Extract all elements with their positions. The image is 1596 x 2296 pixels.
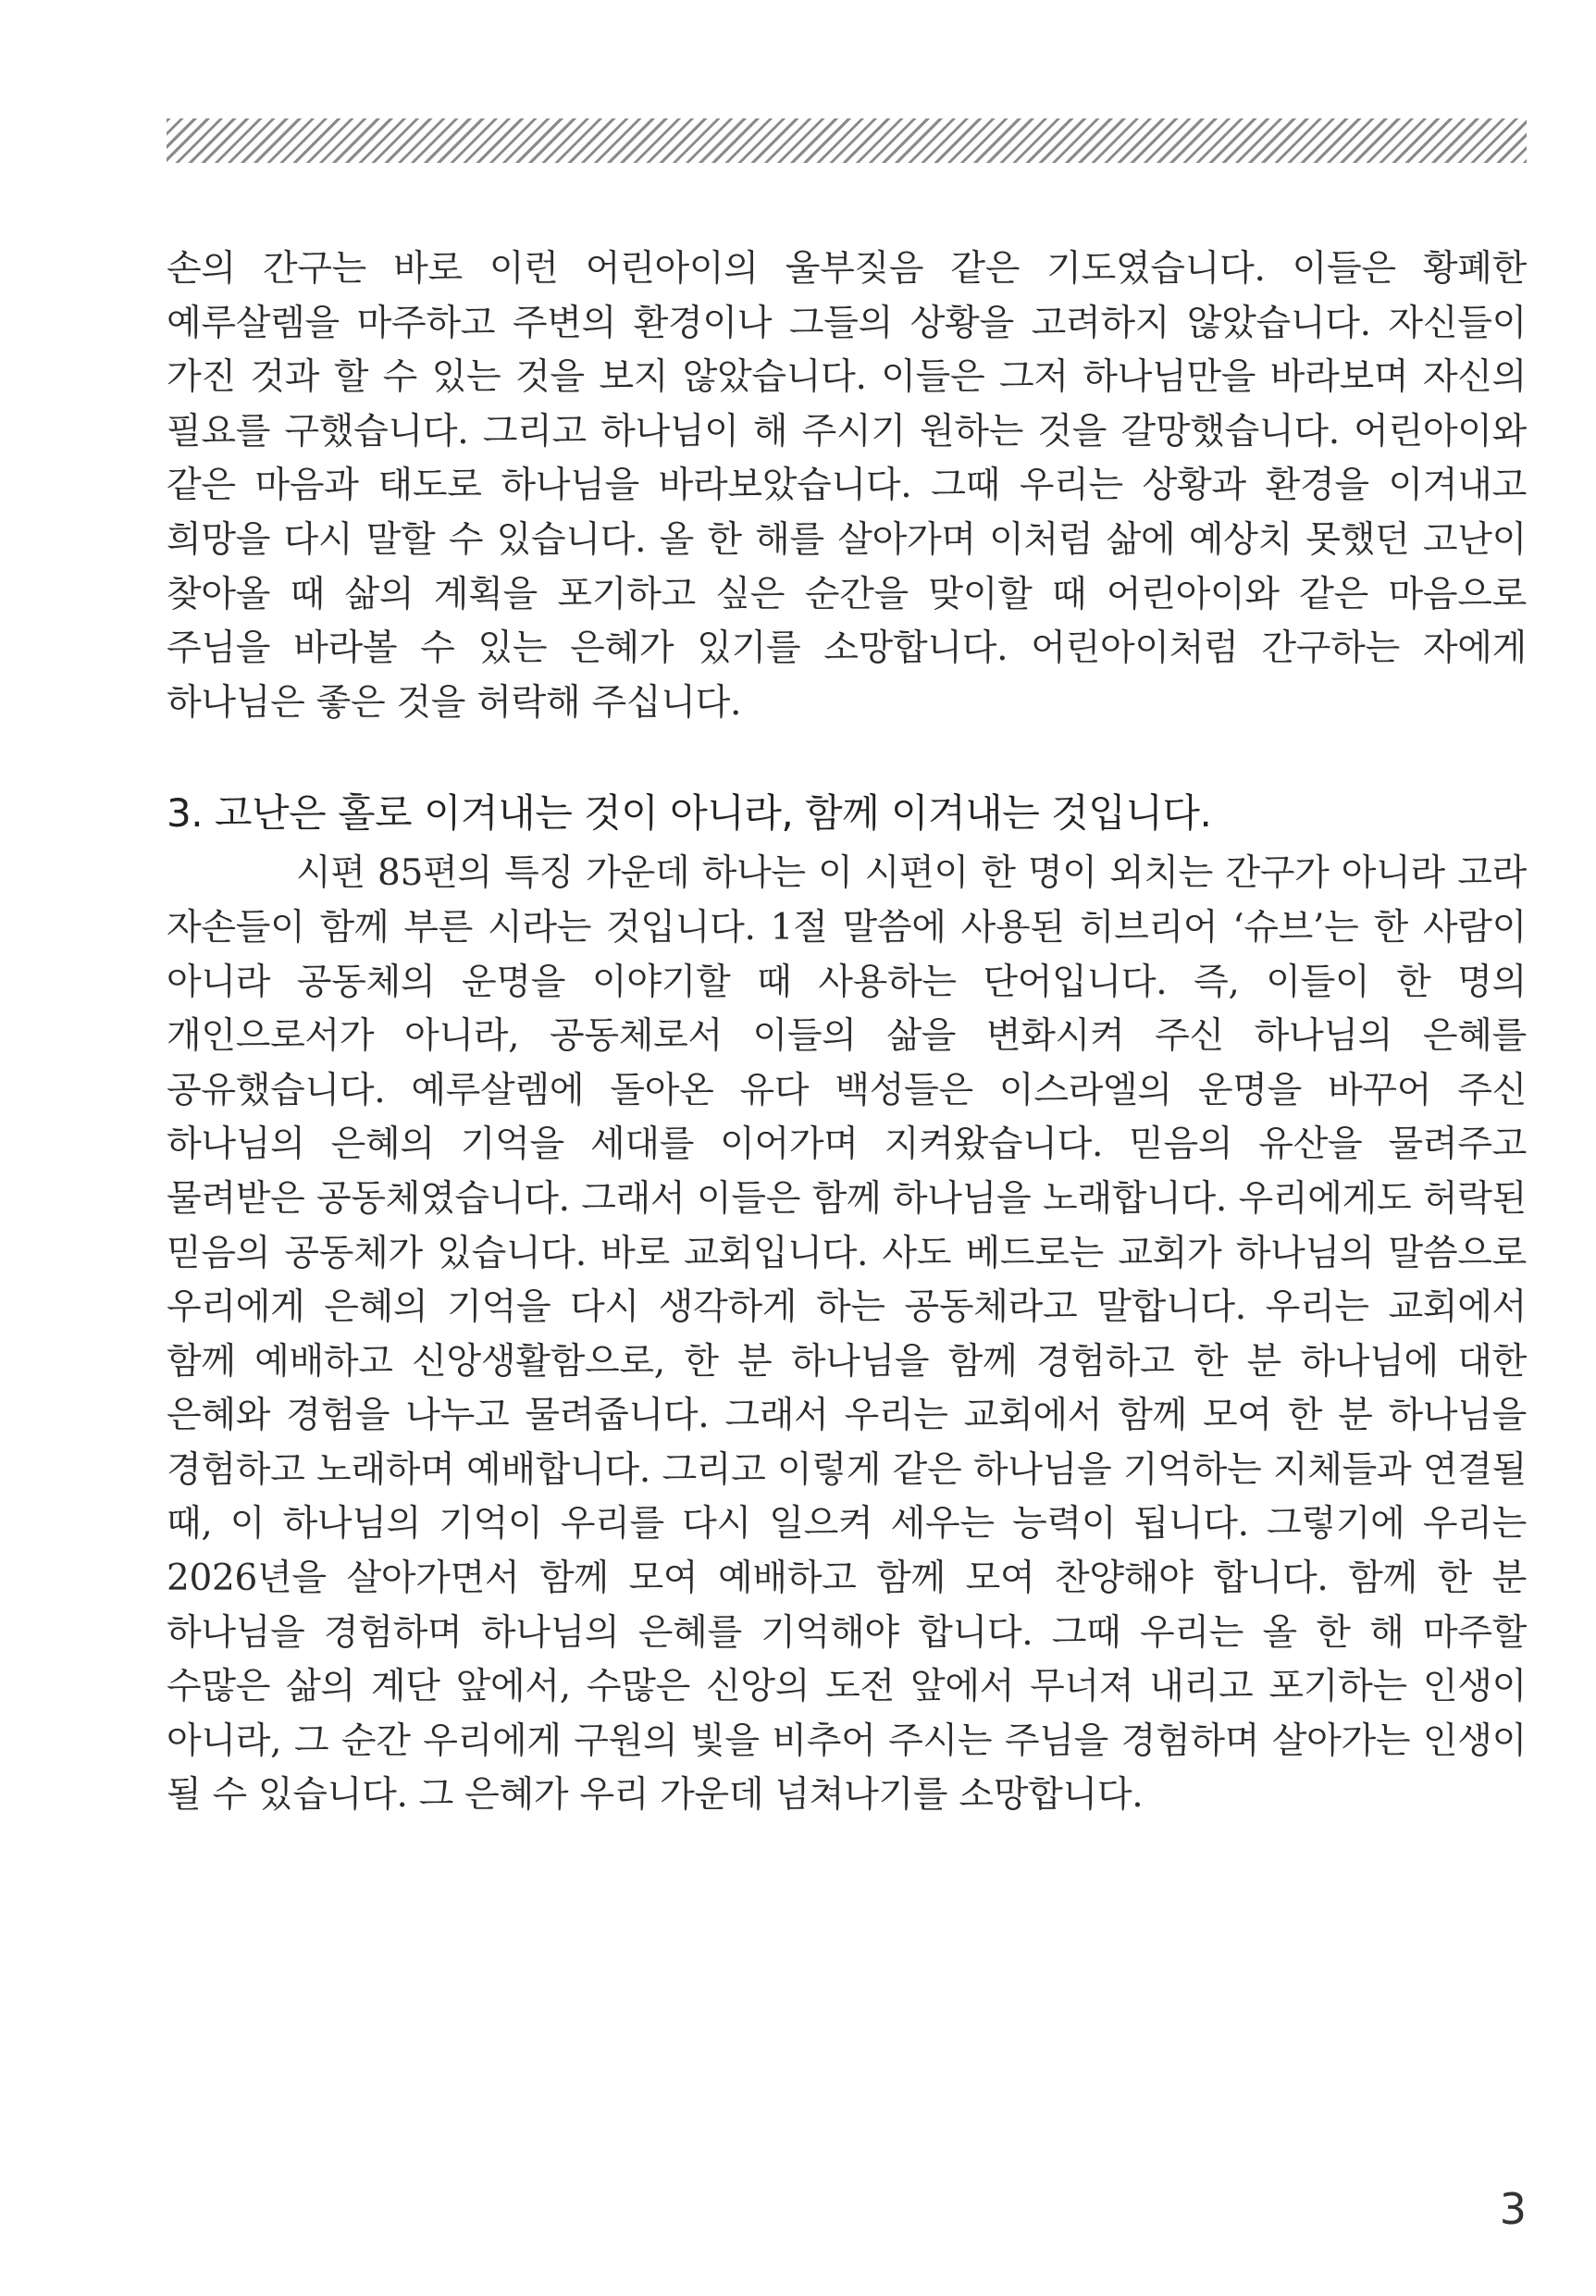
header-stripe-decoration xyxy=(167,118,1527,163)
body-paragraph-1: 손의 간구는 바로 이런 어린아이의 울부짖음 같은 기도였습니다. 이들은 황폐한 예루살렘을 마주하고 주변의 환경이나 그들의 상황을 고려하지 않았습니다. 자신들이 가진 것과 할 수 있는 것을 보지 않았습니다. 이들은 그저 하나님만을 바라보며 자신의 필요를 구했습니다. 그리고 하나님이 해 주시기 원하는 것을 갈망했습니다. 어린아이와 같은 마음과 태도로 하나님을 바라보았습니다. 그때 우리는 상황과 환경을 이겨내고 희망을 다시 말할 수 있습니다. 올 한 해를 살아가며 이처럼 삶에 예상치 못했던 고난이 찾아올 때 삶의 계획을 포기하고 싶은 순간을 맞이할 때 어린아이와 같은 마음으로 주님을 바라볼 수 있는 은혜가 있기를 소망합니다. 어린아이처럼 간구하는 자에게 하나님은 좋은 것을 허락해 주십니다. xyxy=(167,248,1527,724)
page-content xyxy=(167,242,1527,1823)
body-paragraph-2: 시편 85편의 특징 가운데 하나는 이 시편이 한 명이 외치는 간구가 아니라 고라 자손들이 함께 부른 시라는 것입니다. 1절 말씀에 사용된 히브리어 ‘슈브’는 한 사람이 아니라 공동체의 운명을 이야기할 때 사용하는 단어입니다. 즉, 이들이 한 명의 개인으로서가 아니라, 공동체로서 이들의 삶을 변화시켜 주신 하나님의 은혜를 공유했습니다. 예루살렘에 돌아온 유다 백성들은 이스라엘의 운명을 바꾸어 주신 하나님의 은혜의 기억을 세대를 이어가며 지켜왔습니다. 믿음의 유산을 물려주고 물려받은 공동체였습니다. 그래서 이들은 함께 하나님을 노래합니다. 우리에게도 허락된 믿음의 공동체가 있습니다. 바로 교회입니다. 사도 베드로는 교회가 하나님의 말씀으로 우리에게 은혜의 기억을 다시 생각하게 하는 공동체라고 말합니다. 우리는 교회에서 함께 예배하고 신앙생활함으로, 한 분 하나님을 함께 경험하고 한 분 하나님에 대한 은혜와 경험을 나누고 물려줍니다. 그래서 우리는 교회에서 함께 모여 한 분 하나님을 경험하고 노래하며 예배합니다. 그리고 이렇게 같은 하나님을 기억하는 지체들과 연결될 때, 이 하나님의 기억이 우리를 다시 일으켜 세우는 능력이 됩니다. 그렇기에 우리는 2026년을 살아가면서 함께 모여 예배하고 함께 모여 찬양해야 합니다. 함께 한 분 하나님을 경험하며 하나님의 은혜를 기억해야 합니다. 그때 우리는 올 한 해 마주할 수많은 삶의 계단 앞에서, 수많은 신앙의 도전 앞에서 무너져 내리고 포기하는 인생이 아니라, 그 순간 우리에게 구원의 빛을 비추어 주시는 주님을 경험하며 살아가는 인생이 될 수 있습니다. 그 은혜가 우리 가운데 넘쳐나기를 소망합니다. xyxy=(167,852,1527,1817)
page-number: 3 xyxy=(1499,2184,1527,2234)
section-heading: 3. 고난은 홀로 이겨내는 것이 아니라, 함께 이겨내는 것입니다. xyxy=(167,790,1212,837)
